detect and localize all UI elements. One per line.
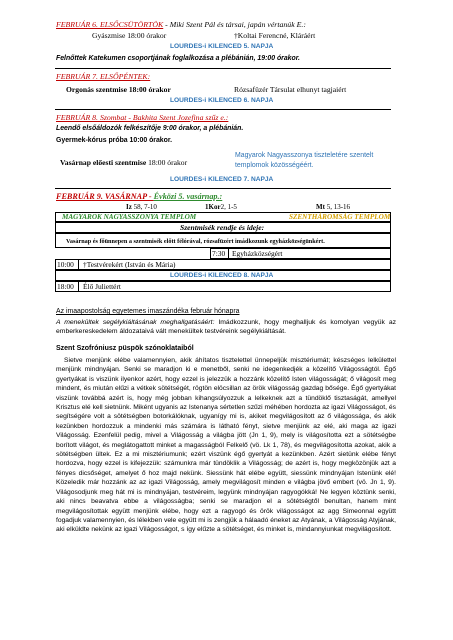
row-intention: †Testvérekért (István és Mária) — [83, 260, 176, 269]
reading-1 — [126, 203, 157, 211]
church-left: MAGYAROK NAGYASSZONYA TEMPLOM — [62, 213, 197, 221]
table-cell-divider — [78, 281, 79, 292]
article-body — [56, 356, 396, 535]
feb8-line1: Leendő elsőáldozók felkészítője 9:00 órakor, a plébánián. — [56, 125, 244, 132]
article-title: Szent Szofróniusz püspök szónoklataiból — [56, 345, 194, 352]
church-right: SZENTHÁROMSÁG TEMPLOM — [289, 213, 391, 221]
reading-3 — [316, 203, 350, 211]
feb6-mass: Gyászmise 18:00 órakor — [92, 31, 167, 40]
feb8-heading: FEBRUÁR 8. Szombat - Bakhita Szent Jozefina szűz e.: — [56, 113, 229, 122]
feb8-vigil-label: Vasárnap előesti szentmise — [60, 158, 147, 167]
reading-3-ref: 5, 13-16 — [326, 203, 351, 211]
divider — [55, 188, 391, 189]
feb7-intention: Rózsafüzér Társulat elhunyt tagjaiért — [234, 85, 347, 94]
feb9-novena: LOURDES-i KILENCED 8. NAPJA — [170, 272, 274, 279]
reading-2-ref: 2, 1-5 — [220, 203, 237, 211]
reading-2 — [205, 203, 237, 211]
feb6-novena: LOURDES-i KILENCED 5. NAPJA — [170, 43, 274, 50]
prayer-intention-text: Imádkozzunk, hogy meghalljuk és komolyan vegyük az emberkereskedelem áldozataivá vált menekültek testvéreink segélykiáltását. — [56, 319, 396, 336]
table-cell-divider — [78, 259, 79, 270]
feb6-heading: FEBRUÁR 6. ELSŐCSÜTÖRTÖK — [56, 20, 164, 29]
row-intention: Élő Juliettért — [83, 282, 121, 291]
prayer-intention — [56, 318, 396, 337]
feb9-heading-b: Évközi 5. vasárnap.: — [153, 192, 223, 201]
feb8-novena: LOURDES-i KILENCED 7. NAPJA — [170, 176, 274, 183]
row-intention: Egyházközségért — [232, 249, 283, 258]
feb8-vigil-time: 18:00 órakor — [146, 158, 188, 167]
row-time: 18:00 — [57, 282, 74, 291]
rosary-note: Vasárnap és főünnepen a szentmisék előtt félórával, rózsafüzért imádkozunk egyházközségünkért. — [66, 238, 325, 245]
table-cell-divider — [228, 248, 229, 259]
feb7-mass: Orgonás szentmise 18:00 órakor — [66, 85, 171, 94]
feb6-heading-rest: - Miki Szent Pál és társai, japán vértanúk E.: — [163, 20, 306, 29]
feb8-side-note: Magyarok Nagyasszonya tiszteletére szentelt templomok közösségéért. — [235, 152, 374, 169]
reading-2-book: 1Kor — [205, 203, 221, 211]
feb9-heading: FEBRUÁR 9. VASÁRNAP - — [56, 192, 154, 201]
feb6-note: Felnőttek Katekumen csoportjának foglalkozása a plébánián, 19:00 órakor. — [56, 55, 300, 62]
feb8-line2: Gyermek-kórus próba 10:00 órakor. — [56, 137, 173, 144]
article-paragraph: Sietve menjünk elébe valamennyien, akik áhítatos tisztelettel ünnepeljük misztériumát; készséges lelkülettel menjünk mindnyájan. Senki se maradjon ki e menetből, senki ne idegenkedjék a közelítő Világosságtól. Égő gyertyákat is viszünk ilyenkor azért, hogy ezzel is jelezzük a hozzánk közelítő Isten világosságát; ő világosít meg mindent, és miután elűzi a vétkek sötétségét, rögtön elöcsillan az örök világosság gazdag bősége. Égő gyertyákat viszünk továbbá azért is, hogy még jobban kihangsúlyozzuk a lelkeknek azt a tündöklő tisztaságát, amellyel Krisztus elé kell sietnünk. Miként ugyanis az Istenanya sértetlen szűzi méhében hordozta az igazi Világosságot, és segítségére volt a sötétségben botorkálóknak, ugyanígy mi is, akiket megvilágosított az ő világossága, és akik kezünkben hordozzuk a mindenki más számára is látható fényt, sietve menjünk az elé, aki maga az igazi Világosság. Ezenfelül pedig, mivel a Világosság a világba jött (Jn 1, 9), mely is világosította ezt a sötétségbe borított világot, és meglátogattott minket a magasságból Felkelő (vö. Lk 1, 78), és megvilágosította azokat, akik a sötétségben ültek. Ez a mi misztériumunk; ezért viszünk égő gyertyát a kezünkben. Azért sietünk elébe fényt hordozva, hogy ezzel is kifejezzük: számunkra már tündöklik a Világosság; de azért is, hogy megközönjük azt a fényes dicsőséget, amelyet ő hoz majd nekünk. Siessünk hát elébe együtt, siessünk mindnyájan Istenünk elé! Közeledik már hozzánk az az igazi Világosság, amely megvilágosít minden e világba jövő embert (vö. Jn 1, 9). Világosodjunk meg hát mi is mindnyájan, testvéreim, legyünk mindnyájan ragyogókká! Ne legyen köztünk senki, aki nincs beavatva ebbe a világosságba; senki se maradjon el a sötétségtől benultan, hanem mint megvilágosítottak együtt menjünk elébe, hogy ezt a ragyogó és örök világosságot az agg Simeonnal együtt fogadjuk valamennyien, és lélekben vele együtt mi is zengjük a hálaadó éneket az Atyának, a Világosság Atyjának, aki elküldte nekünk az igazi Világosságot, s így elűzte a sötétséget, és minket is, mindannyiunkat megvilágosított. — [56, 357, 396, 534]
reading-1-ref: 58, 7-10 — [133, 203, 157, 211]
table-title: Szentmisék rendje és ideje: — [180, 223, 265, 232]
reading-3-book: Mt — [316, 203, 325, 211]
feb7-heading: FEBRUÁR 7. ELSŐPÉNTEK: — [56, 72, 151, 81]
divider — [55, 68, 391, 69]
feb6-heading-line — [56, 20, 306, 29]
reading-1-book: Iz — [126, 203, 132, 211]
feb8-vigil — [60, 158, 187, 167]
row-time: 7:30 — [212, 249, 226, 258]
feb7-novena: LOURDES-i KILENCED 6. NAPJA — [170, 97, 274, 104]
prayer-intention-heading: Az imaapostolság egyetemes imaszándéka február hónapra — [56, 308, 240, 315]
prayer-intention-label: A menekültek segélykiáltásának meghallgatásáért: — [56, 319, 215, 326]
feb6-intention: †Koltai Ferencné, Kláráért — [234, 31, 316, 40]
divider — [55, 109, 391, 110]
feb9-heading-line — [56, 192, 222, 201]
row-time: 10:00 — [57, 260, 74, 269]
